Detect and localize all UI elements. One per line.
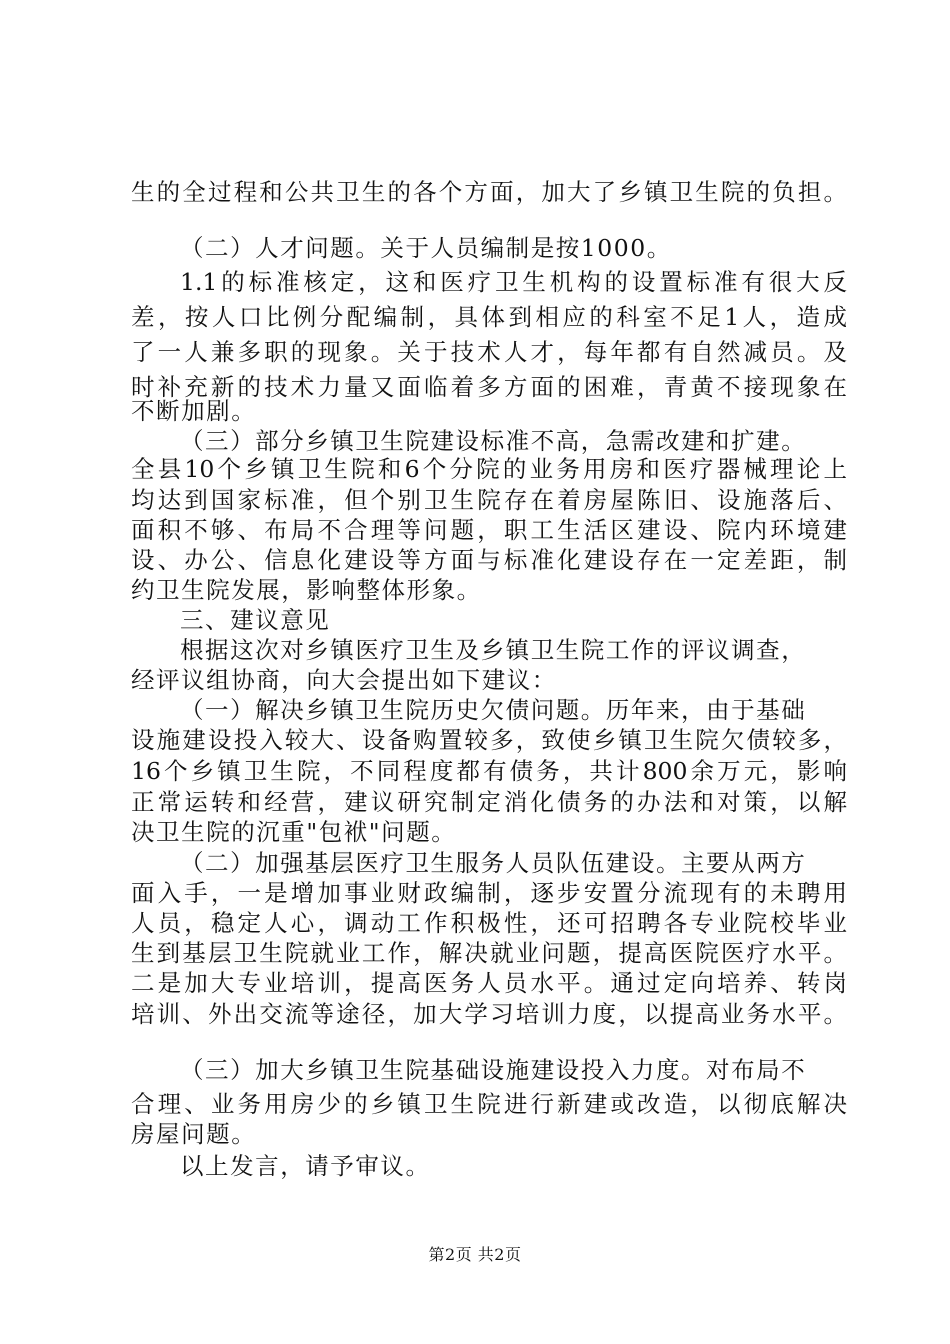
section-heading: （二）人才问题。关于人员编制是按1000。 xyxy=(180,234,672,262)
paragraph-line: 时补充新的技术力量又面临着多方面的困难，青黄不接现象在 xyxy=(131,373,847,401)
paragraph-line: 设、办公、信息化建设等方面与标准化建设存在一定差距，制 xyxy=(131,546,847,574)
paragraph-line: 经评议组协商，向大会提出如下建议： xyxy=(131,666,557,694)
paragraph-line: 生的全过程和公共卫生的各个方面，加大了乡镇卫生院的负担。 xyxy=(131,178,847,206)
paragraph-line: 1.1的标准核定，这和医疗卫生机构的设置标准有很大反 xyxy=(180,268,847,296)
paragraph-line: 二是加大专业培训，提高医务人员水平。通过定向培养、转岗 xyxy=(131,969,847,997)
paragraph-line: 生到基层卫生院就业工作，解决就业问题，提高医院医疗水平。 xyxy=(131,939,847,967)
paragraph-line: 16个乡镇卫生院，不同程度都有债务，共计800余万元，影响 xyxy=(131,757,847,785)
section-heading: （一）解决乡镇卫生院历史欠债问题。历年来，由于基础 xyxy=(180,696,807,724)
paragraph-line: 面积不够、布局不合理等问题，职工生活区建设、院内环境建 xyxy=(131,516,847,544)
section-heading: 三、建议意见 xyxy=(180,606,331,634)
paragraph-line: 房屋问题。 xyxy=(131,1120,257,1148)
closing-line: 以上发言，请予审议。 xyxy=(180,1152,431,1180)
paragraph-line: 不断加剧。 xyxy=(131,397,257,425)
paragraph-line: 全县10个乡镇卫生院和6个分院的业务用房和医疗器械理论上 xyxy=(131,455,847,483)
paragraph-line: 了一人兼多职的现象。关于技术人才，每年都有自然减员。及 xyxy=(131,338,847,366)
paragraph-line: 合理、业务用房少的乡镇卫生院进行新建或改造，以彻底解决 xyxy=(131,1090,847,1118)
paragraph-line: 差，按人口比例分配编制，具体到相应的科室不足1人，造成 xyxy=(131,303,847,331)
paragraph-line: 正常运转和经营，建议研究制定消化债务的办法和对策，以解 xyxy=(131,788,847,816)
paragraph-line: 均达到国家标准，但个别卫生院存在着房屋陈旧、设施落后、 xyxy=(131,486,847,514)
paragraph-line: 根据这次对乡镇医疗卫生及乡镇卫生院工作的评议调查， xyxy=(180,636,807,664)
paragraph-line: 约卫生院发展，影响整体形象。 xyxy=(131,576,482,604)
paragraph-line: 决卫生院的沉重"包袱"问题。 xyxy=(131,818,457,846)
paragraph-line: 设施建设投入较大、设备购置较多，致使乡镇卫生院欠债较多， xyxy=(131,726,847,754)
page-footer: 第2页 共2页 xyxy=(428,1245,522,1264)
paragraph-line: 人员，稳定人心，调动工作积极性，还可招聘各专业院校毕业 xyxy=(131,909,847,937)
section-heading: （三）部分乡镇卫生院建设标准不高，急需改建和扩建。 xyxy=(180,427,807,455)
section-heading: （二）加强基层医疗卫生服务人员队伍建设。主要从两方 xyxy=(180,849,807,877)
section-heading: （三）加大乡镇卫生院基础设施建设投入力度。对布局不 xyxy=(180,1056,807,1084)
paragraph-line: 培训、外出交流等途径，加大学习培训力度，以提高业务水平。 xyxy=(131,1000,847,1028)
paragraph-line: 面入手，一是增加事业财政编制，逐步安置分流现有的未聘用 xyxy=(131,879,847,907)
